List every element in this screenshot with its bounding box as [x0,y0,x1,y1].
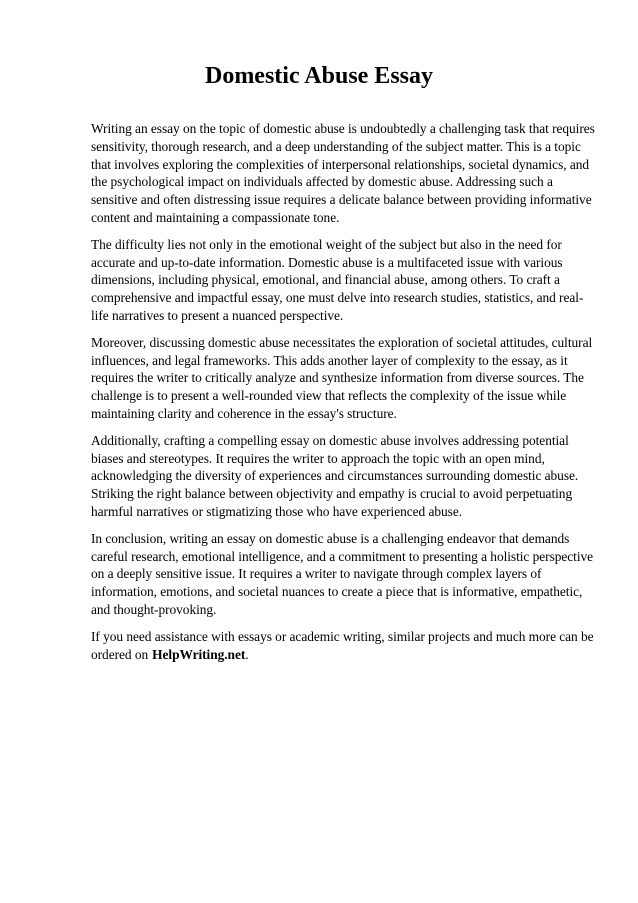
paragraph-difficulty: The difficulty lies not only in the emotional weight of the subject but also in the need for accurate and up-to-date information. Domestic abuse is a multifaceted issue with various dimensions, including physical, emotional, and financial abuse, among others. To craft a comprehensive and impactful essay, one must delve into research studies, statistics, and real-life narratives to present a nuanced perspective. [91,236,584,323]
helpwriting-link[interactable]: HelpWriting.net [152,646,246,662]
closing-period: . [245,646,249,662]
paragraph-conclusion: In conclusion, writing an essay on domestic abuse is a challenging endeavor that demands careful research, emotional intelligence, and a commitment to presenting a holistic perspective on a deeply sensitive issue. It requires a writer to navigate through complex layers of information, emotions, and societal nuances to create a piece that is informative, empathetic, and thought-provoking. [91,530,594,617]
paragraph-intro: Writing an essay on the topic of domestic abuse is undoubtedly a challenging task that requires sensitivity, thorough research, and a deep understanding of the subject matter. This is a topic that involves exploring the complexities of interpersonal relationships, societal dynamics, and the psychological impact on individuals affected by domestic abuse. Addressing such a sensitive and often distressing issue requires a delicate balance between providing informative content and maintaining a compassionate tone. [91,121,595,225]
document-title: Domestic Abuse Essay [204,63,433,89]
paragraph-biases: Additionally, crafting a compelling essay on domestic abuse involves addressing potential biases and stereotypes. It requires the writer to approach the topic with an open mind, acknowledging the diversity of experiences and circumstances surrounding domestic abuse. Striking the right balance between objectivity and empathy is crucial to avoid perpetuating harmful narratives or stigmatizing those who have experienced abuse. [91,432,579,519]
document-body [91,120,596,672]
paragraph-societal: Moreover, discussing domestic abuse necessitates the exploration of societal attitudes, cultural influences, and legal frameworks. This adds another layer of complexity to the essay, as it requires the writer to critically analyze and synthesize information from diverse sources. The challenge is to present a well-rounded view that reflects the complexity of the issue while maintaining clarity and coherence in the essay's structure. [91,334,593,421]
paragraph-closing [91,628,596,664]
closing-text: If you need assistance with essays or academic writing, similar projects and much more can be ordered on [91,628,594,662]
